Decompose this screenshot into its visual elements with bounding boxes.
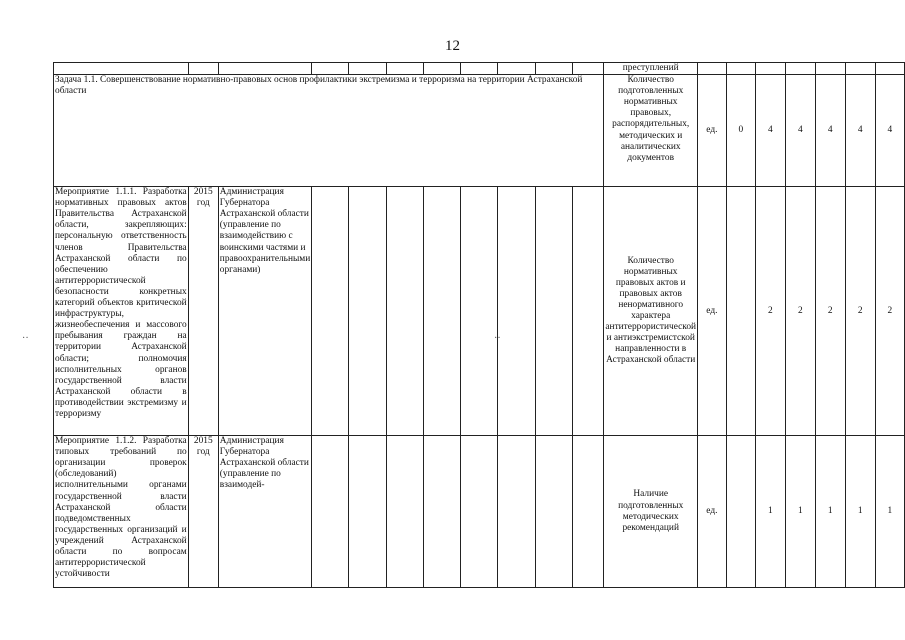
measure-2-value-6: 1 [875,436,904,588]
task-value-3: 4 [785,75,815,187]
task-value-4: 4 [815,75,845,187]
measure-1-value-2: 2 [755,187,785,436]
measure-1-name: Мероприятие 1.1.1. Разработка нормативных правовых актов Правительства Астраханской области, закрепляющих: персональную ответственность членов Правительства Астраханской области по обеспечению антитеррористической безопасности конкретных категорий объектов критической инфраструктуры, жизнеобеспечения и массового пребывания граждан на территории Астраханской области; полномочия исполнительных органов государственной власти Астраханской области в противодействии экстремизму и терроризму [54,187,189,436]
measure-2-unit: ед. [698,436,727,588]
task-indicator: Количество подготовленных нормативных правовых, распорядительных, методических и аналитических документов [604,75,698,187]
table-row-measure-1 [54,187,905,436]
measure-2-indicator: Наличие подготовленных методических рекомендаций [604,436,698,588]
measure-1-year: 2015 год [188,187,218,436]
scan-speck-mid: ·· [494,333,501,344]
measure-2-value-3: 1 [785,436,815,588]
table-row-task [54,75,905,187]
program-table [53,62,905,588]
measure-2-name: Мероприятие 1.1.2. Разработка типовых требований по организации проверок (обследований) исполнительными органами государственной власти Астраханской области подведомственных государственных организаций и учреждений Астраханской области по вопросам антитеррористической устойчивости [54,436,189,588]
task-value-1: 0 [726,75,755,187]
measure-2-value-1 [726,436,755,588]
indicator-tail: преступлений [604,63,698,75]
task-unit: ед. [698,75,727,187]
measure-1-value-5: 2 [845,187,875,436]
task-value-5: 4 [845,75,875,187]
measure-1-value-6: 2 [875,187,904,436]
scan-speck-left: ·· [22,333,29,344]
measure-1-indicator: Количество нормативных правовых актов и правовых актов ненормативного характера антитеррористической и антиэкстремистской направленности в Астраханской области [604,187,698,436]
measure-1-value-4: 2 [815,187,845,436]
measure-2-value-4: 1 [815,436,845,588]
measure-1-value-1 [726,187,755,436]
task-title: Задача 1.1. Совершенствование нормативно-правовых основ профилактики экстремизма и терроризма на территории Астраханской области [54,75,604,187]
measure-2-year: 2015 год [188,436,218,588]
page-number: 12 [445,38,460,54]
measure-2-value-2: 1 [755,436,785,588]
measure-2-executor: Администрация Губернатора Астраханской области (управление по взаимодей- [218,436,311,588]
measure-1-value-3: 2 [785,187,815,436]
measure-2-value-5: 1 [845,436,875,588]
task-value-6: 4 [875,75,904,187]
measure-1-executor: Администрация Губернатора Астраханской области (управление по взаимодействию с воинскими частями и правоохранительными органами) [218,187,311,436]
table-row-measure-2 [54,436,905,588]
measure-1-unit: ед. [698,187,727,436]
table-row-continuation [54,63,905,75]
task-value-2: 4 [755,75,785,187]
